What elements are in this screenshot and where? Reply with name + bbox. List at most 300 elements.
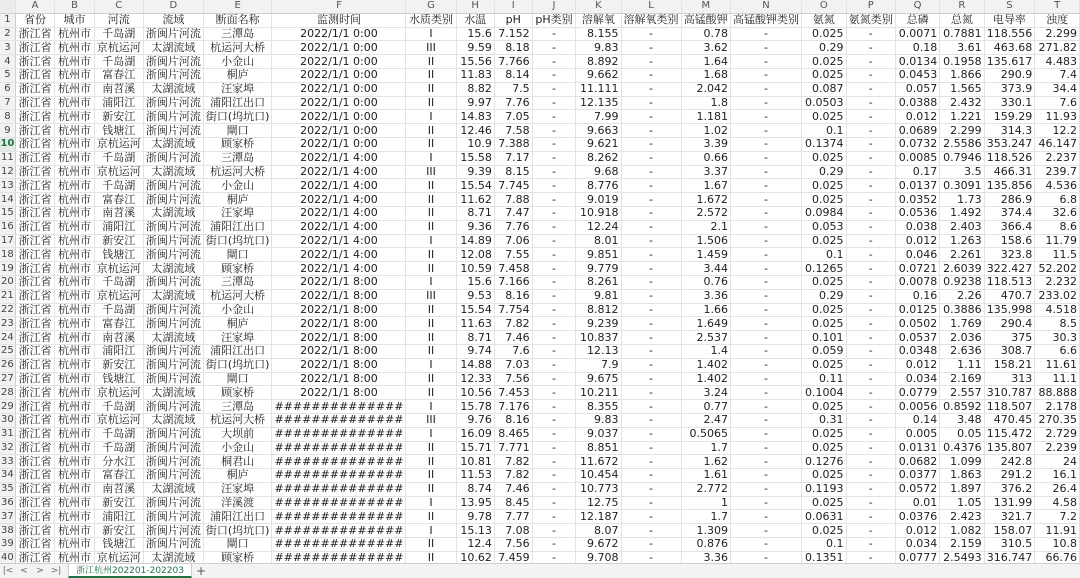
table-cell[interactable]: 1 xyxy=(681,496,730,510)
row-number[interactable]: 30 xyxy=(1,414,14,426)
table-cell[interactable]: - xyxy=(846,234,895,248)
table-cell[interactable]: 0.0721 xyxy=(895,262,939,276)
table-cell[interactable]: 7.152 xyxy=(494,27,532,41)
table-cell[interactable]: - xyxy=(532,455,576,469)
table-cell[interactable]: 0.76 xyxy=(681,275,730,289)
table-cell[interactable]: - xyxy=(532,27,576,41)
table-cell[interactable]: - xyxy=(846,496,895,510)
table-cell[interactable]: - xyxy=(621,137,681,151)
table-cell[interactable]: 2022/1/1 0:00 xyxy=(272,110,406,124)
table-cell[interactable]: 135.807 xyxy=(984,441,1035,455)
table-cell[interactable]: 0.0631 xyxy=(802,510,847,524)
table-cell[interactable]: 杭州市 xyxy=(55,427,94,441)
table-cell[interactable]: 0.034 xyxy=(895,538,939,552)
table-cell[interactable]: 8.74 xyxy=(456,482,494,496)
table-cell[interactable]: 浙闽片河流 xyxy=(143,441,203,455)
table-cell[interactable]: 9.019 xyxy=(576,193,621,207)
table-cell[interactable]: II xyxy=(406,193,456,207)
table-cell[interactable]: 15.56 xyxy=(456,55,494,69)
table-cell[interactable]: 1.649 xyxy=(681,317,730,331)
table-cell[interactable]: ############## xyxy=(272,482,406,496)
table-cell[interactable]: 千岛湖 xyxy=(94,441,143,455)
table-cell[interactable]: 浙闽片河流 xyxy=(143,372,203,386)
table-cell[interactable]: - xyxy=(532,303,576,317)
table-cell[interactable]: 浙闽片河流 xyxy=(143,275,203,289)
table-cell[interactable]: 0.0502 xyxy=(895,317,939,331)
table-cell[interactable]: 9.36 xyxy=(456,220,494,234)
table-cell[interactable]: - xyxy=(621,455,681,469)
table-cell[interactable]: 15.6 xyxy=(456,275,494,289)
table-cell[interactable]: - xyxy=(532,441,576,455)
table-cell[interactable]: 新安江 xyxy=(94,358,143,372)
table-cell[interactable]: 杭州市 xyxy=(55,551,94,563)
table-cell[interactable]: 12.24 xyxy=(576,220,621,234)
select-all-corner[interactable] xyxy=(0,0,15,13)
table-cell[interactable]: 0.1351 xyxy=(802,551,847,563)
table-cell[interactable]: 0.29 xyxy=(802,41,847,55)
column-letter-a[interactable]: A xyxy=(15,0,55,13)
table-cell[interactable]: 浙闽片河流 xyxy=(143,124,203,138)
table-cell[interactable]: - xyxy=(532,68,576,82)
table-cell[interactable]: - xyxy=(846,482,895,496)
table-cell[interactable]: 太湖流域 xyxy=(143,551,203,563)
table-cell[interactable]: 汪家埠 xyxy=(203,482,272,496)
table-cell[interactable]: - xyxy=(846,41,895,55)
table-cell[interactable]: 135.617 xyxy=(984,55,1035,69)
table-cell[interactable]: 0.0388 xyxy=(895,96,939,110)
table-cell[interactable]: 7.77 xyxy=(494,510,532,524)
table-cell[interactable]: 316.747 xyxy=(984,551,1035,563)
table-cell[interactable]: 2022/1/1 8:00 xyxy=(272,386,406,400)
table-cell[interactable]: 0.025 xyxy=(802,179,847,193)
table-cell[interactable]: 159.29 xyxy=(984,110,1035,124)
table-cell[interactable]: ############## xyxy=(272,455,406,469)
table-cell[interactable]: 0.012 xyxy=(895,524,939,538)
table-cell[interactable]: 6.8 xyxy=(1035,193,1080,207)
table-cell[interactable]: 0.9238 xyxy=(940,275,984,289)
table-cell[interactable]: 浙闽片河流 xyxy=(143,510,203,524)
table-cell[interactable]: 浦阳江 xyxy=(94,510,143,524)
table-cell[interactable]: 浙江省 xyxy=(15,413,55,427)
table-cell[interactable]: 2022/1/1 8:00 xyxy=(272,289,406,303)
row-number[interactable]: 5 xyxy=(0,68,15,82)
table-cell[interactable]: 2022/1/1 0:00 xyxy=(272,55,406,69)
column-letter-g[interactable]: G xyxy=(406,0,456,13)
table-cell[interactable]: 2022/1/1 4:00 xyxy=(272,193,406,207)
table-cell[interactable]: - xyxy=(621,331,681,345)
table-cell[interactable]: 466.31 xyxy=(984,165,1035,179)
table-cell[interactable]: 浙江省 xyxy=(15,469,55,483)
last-sheet-icon[interactable]: >| xyxy=(50,566,62,576)
table-cell[interactable]: 12.2 xyxy=(1035,124,1080,138)
table-cell[interactable]: 158.07 xyxy=(984,524,1035,538)
table-cell[interactable]: - xyxy=(621,551,681,563)
table-cell[interactable]: 杭州市 xyxy=(55,27,94,41)
table-cell[interactable]: 杭州市 xyxy=(55,510,94,524)
table-cell[interactable]: 242.8 xyxy=(984,455,1035,469)
table-cell[interactable]: 杭运河大桥 xyxy=(203,413,272,427)
column-header-cell[interactable]: pH xyxy=(494,13,532,27)
column-header-cell[interactable]: 河流 xyxy=(94,13,143,27)
table-cell[interactable]: 0.0125 xyxy=(895,303,939,317)
table-cell[interactable]: 顾家桥 xyxy=(203,262,272,276)
table-cell[interactable]: - xyxy=(621,538,681,552)
table-cell[interactable]: 浙闽片河流 xyxy=(143,317,203,331)
column-letter-i[interactable]: I xyxy=(494,0,532,13)
table-cell[interactable]: 34.4 xyxy=(1035,82,1080,96)
table-cell[interactable]: 118.507 xyxy=(984,400,1035,414)
row-number[interactable]: 13 xyxy=(1,179,14,191)
table-cell[interactable]: 11.5 xyxy=(1035,248,1080,262)
table-cell[interactable]: 15.54 xyxy=(456,303,494,317)
table-cell[interactable]: 0.025 xyxy=(802,27,847,41)
table-cell[interactable]: 271.82 xyxy=(1035,41,1080,55)
table-cell[interactable]: - xyxy=(731,151,802,165)
column-letter-f[interactable]: F xyxy=(272,0,406,13)
row-number[interactable]: 1 xyxy=(0,13,15,27)
table-cell[interactable]: 閘口 xyxy=(203,248,272,262)
table-cell[interactable]: 4.518 xyxy=(1035,303,1080,317)
table-cell[interactable]: - xyxy=(621,482,681,496)
table-cell[interactable]: - xyxy=(731,55,802,69)
table-cell[interactable]: 32.6 xyxy=(1035,206,1080,220)
table-cell[interactable]: 2.178 xyxy=(1035,400,1080,414)
table-cell[interactable]: 0.14 xyxy=(895,413,939,427)
table-cell[interactable]: 7.46 xyxy=(494,331,532,345)
table-cell[interactable]: 浙闽片河流 xyxy=(143,234,203,248)
table-cell[interactable]: 杭州市 xyxy=(55,165,94,179)
table-cell[interactable]: - xyxy=(731,96,802,110)
table-cell[interactable]: 9.851 xyxy=(576,248,621,262)
column-letter-m[interactable]: M xyxy=(681,0,730,13)
table-cell[interactable]: 2.299 xyxy=(1035,27,1080,41)
table-cell[interactable]: ############## xyxy=(272,400,406,414)
table-cell[interactable]: 233.02 xyxy=(1035,289,1080,303)
table-cell[interactable]: 11.111 xyxy=(576,82,621,96)
sheet-tab-active[interactable]: 浙江杭州202201-202203 xyxy=(68,564,192,578)
table-cell[interactable]: 1.61 xyxy=(681,469,730,483)
table-cell[interactable]: 三潭岛 xyxy=(203,151,272,165)
table-cell[interactable]: - xyxy=(846,344,895,358)
table-cell[interactable]: 0.0503 xyxy=(802,96,847,110)
table-cell[interactable]: - xyxy=(846,524,895,538)
table-cell[interactable]: 2022/1/1 4:00 xyxy=(272,206,406,220)
table-cell[interactable]: 30.3 xyxy=(1035,331,1080,345)
table-cell[interactable]: 浙江省 xyxy=(15,165,55,179)
table-cell[interactable]: 杭州市 xyxy=(55,372,94,386)
table-cell[interactable]: II xyxy=(406,124,456,138)
table-cell[interactable]: 2.729 xyxy=(1035,427,1080,441)
table-cell[interactable]: - xyxy=(731,386,802,400)
table-cell[interactable]: 浙江省 xyxy=(15,496,55,510)
table-cell[interactable]: - xyxy=(621,179,681,193)
table-cell[interactable]: 9.663 xyxy=(576,124,621,138)
table-cell[interactable]: 118.513 xyxy=(984,275,1035,289)
table-cell[interactable]: 0.0348 xyxy=(895,344,939,358)
column-letter-o[interactable]: O xyxy=(802,0,847,13)
table-cell[interactable]: 12.4 xyxy=(456,538,494,552)
table-cell[interactable]: 太湖流域 xyxy=(143,82,203,96)
column-header-cell[interactable]: 氨氮 xyxy=(802,13,847,27)
table-cell[interactable]: 2.169 xyxy=(940,372,984,386)
table-cell[interactable]: 158.6 xyxy=(984,234,1035,248)
table-cell[interactable]: 2.432 xyxy=(940,96,984,110)
table-cell[interactable]: 汪家埠 xyxy=(203,82,272,96)
table-cell[interactable]: - xyxy=(532,234,576,248)
table-cell[interactable]: 浙江省 xyxy=(15,68,55,82)
table-cell[interactable]: - xyxy=(621,124,681,138)
table-cell[interactable]: 7.5 xyxy=(494,82,532,96)
table-cell[interactable]: - xyxy=(621,165,681,179)
table-cell[interactable]: 杭州市 xyxy=(55,358,94,372)
table-cell[interactable]: 2022/1/1 4:00 xyxy=(272,179,406,193)
table-cell[interactable]: 京杭运河 xyxy=(94,289,143,303)
row-number[interactable]: 24 xyxy=(1,331,14,343)
table-cell[interactable]: 0.0689 xyxy=(895,124,939,138)
table-cell[interactable]: 0.053 xyxy=(802,220,847,234)
table-cell[interactable]: 0.1374 xyxy=(802,137,847,151)
row-number[interactable]: 23 xyxy=(1,317,14,329)
table-cell[interactable]: 浙江省 xyxy=(15,303,55,317)
table-cell[interactable]: 12.135 xyxy=(576,96,621,110)
table-cell[interactable]: 1.11 xyxy=(940,358,984,372)
table-cell[interactable]: 太湖流域 xyxy=(143,165,203,179)
table-cell[interactable]: 0.1276 xyxy=(802,455,847,469)
add-sheet-icon[interactable]: + xyxy=(195,564,206,578)
table-cell[interactable]: 浙江省 xyxy=(15,441,55,455)
table-cell[interactable]: 66.76 xyxy=(1035,551,1080,563)
table-cell[interactable]: 8.892 xyxy=(576,55,621,69)
table-cell[interactable]: 千岛湖 xyxy=(94,275,143,289)
table-cell[interactable]: II xyxy=(406,206,456,220)
table-cell[interactable]: 浙江省 xyxy=(15,427,55,441)
table-cell[interactable]: - xyxy=(532,413,576,427)
table-cell[interactable]: 2.403 xyxy=(940,220,984,234)
table-cell[interactable]: 321.7 xyxy=(984,510,1035,524)
table-cell[interactable]: - xyxy=(621,400,681,414)
table-cell[interactable]: 浙闽片河流 xyxy=(143,248,203,262)
table-cell[interactable]: - xyxy=(532,55,576,69)
table-cell[interactable]: 杭州市 xyxy=(55,110,94,124)
table-cell[interactable]: ############## xyxy=(272,524,406,538)
table-cell[interactable]: 太湖流域 xyxy=(143,386,203,400)
table-cell[interactable]: 2.237 xyxy=(1035,151,1080,165)
table-cell[interactable]: 钱塘江 xyxy=(94,248,143,262)
table-cell[interactable]: 15.6 xyxy=(456,27,494,41)
table-cell[interactable]: 1.73 xyxy=(940,193,984,207)
row-number[interactable]: 8 xyxy=(0,110,15,124)
table-cell[interactable]: - xyxy=(532,482,576,496)
table-cell[interactable]: 0.038 xyxy=(895,220,939,234)
table-cell[interactable]: 330.1 xyxy=(984,96,1035,110)
table-cell[interactable]: - xyxy=(621,275,681,289)
table-cell[interactable]: 3.61 xyxy=(940,41,984,55)
table-cell[interactable]: 131.99 xyxy=(984,496,1035,510)
table-cell[interactable]: 7.06 xyxy=(494,234,532,248)
row-number[interactable]: 6 xyxy=(0,82,15,96)
table-cell[interactable]: II xyxy=(406,220,456,234)
table-cell[interactable]: 10.8 xyxy=(1035,538,1080,552)
table-cell[interactable]: 浙江省 xyxy=(15,386,55,400)
table-cell[interactable]: 0.31 xyxy=(802,413,847,427)
table-cell[interactable]: 0.0377 xyxy=(895,469,939,483)
table-cell[interactable]: - xyxy=(731,303,802,317)
table-cell[interactable]: - xyxy=(532,41,576,55)
table-cell[interactable]: - xyxy=(846,510,895,524)
table-cell[interactable]: 小金山 xyxy=(203,441,272,455)
table-cell[interactable]: II xyxy=(406,262,456,276)
table-cell[interactable]: 街口(坞坑口) xyxy=(203,358,272,372)
table-cell[interactable]: 杭州市 xyxy=(55,289,94,303)
table-cell[interactable]: - xyxy=(532,179,576,193)
table-cell[interactable]: 浙江省 xyxy=(15,331,55,345)
column-letter-p[interactable]: P xyxy=(846,0,895,13)
table-cell[interactable]: 2022/1/1 0:00 xyxy=(272,96,406,110)
table-cell[interactable]: 0.4376 xyxy=(940,441,984,455)
table-cell[interactable]: 2022/1/1 8:00 xyxy=(272,303,406,317)
table-cell[interactable]: 0.025 xyxy=(802,317,847,331)
table-cell[interactable]: 杭州市 xyxy=(55,317,94,331)
column-letter-n[interactable]: N xyxy=(731,0,802,13)
table-cell[interactable]: 2.042 xyxy=(681,82,730,96)
table-cell[interactable]: - xyxy=(532,165,576,179)
table-cell[interactable]: 8.18 xyxy=(494,41,532,55)
table-cell[interactable]: II xyxy=(406,538,456,552)
table-cell[interactable]: 12.75 xyxy=(576,496,621,510)
table-cell[interactable]: 2.772 xyxy=(681,482,730,496)
table-cell[interactable]: 浙江省 xyxy=(15,82,55,96)
table-cell[interactable]: - xyxy=(846,441,895,455)
table-cell[interactable]: 浙闽片河流 xyxy=(143,193,203,207)
row-number[interactable]: 31 xyxy=(1,428,14,440)
table-cell[interactable]: 杭州市 xyxy=(55,41,94,55)
table-cell[interactable]: 0.0732 xyxy=(895,137,939,151)
table-cell[interactable]: 0.025 xyxy=(802,303,847,317)
table-cell[interactable]: 0.0352 xyxy=(895,193,939,207)
table-cell[interactable]: 杭州市 xyxy=(55,55,94,69)
table-cell[interactable]: 0.7946 xyxy=(940,151,984,165)
table-cell[interactable]: 11.672 xyxy=(576,455,621,469)
table-cell[interactable]: 京杭运河 xyxy=(94,137,143,151)
table-cell[interactable]: 2022/1/1 8:00 xyxy=(272,275,406,289)
table-cell[interactable]: - xyxy=(532,331,576,345)
table-cell[interactable]: II xyxy=(406,372,456,386)
row-number[interactable]: 12 xyxy=(1,165,14,177)
table-cell[interactable]: 0.29 xyxy=(802,165,847,179)
table-cell[interactable]: - xyxy=(532,110,576,124)
table-cell[interactable]: 0.77 xyxy=(681,400,730,414)
table-cell[interactable]: 太湖流域 xyxy=(143,137,203,151)
table-cell[interactable]: 270.35 xyxy=(1035,413,1080,427)
table-cell[interactable]: 2.232 xyxy=(1035,275,1080,289)
table-cell[interactable]: ############## xyxy=(272,469,406,483)
table-cell[interactable]: 分水江 xyxy=(94,455,143,469)
table-cell[interactable]: 0.11 xyxy=(802,372,847,386)
table-cell[interactable]: 钱塘江 xyxy=(94,372,143,386)
column-letter-q[interactable]: Q xyxy=(895,0,939,13)
table-cell[interactable]: - xyxy=(846,193,895,207)
table-cell[interactable]: 115.472 xyxy=(984,427,1035,441)
table-cell[interactable]: 0.0134 xyxy=(895,55,939,69)
table-cell[interactable]: I xyxy=(406,427,456,441)
table-cell[interactable]: 浙江省 xyxy=(15,551,55,563)
table-cell[interactable]: 浙江省 xyxy=(15,400,55,414)
table-cell[interactable]: - xyxy=(731,262,802,276)
table-cell[interactable]: 8.6 xyxy=(1035,220,1080,234)
row-number[interactable]: 11 xyxy=(1,152,14,164)
table-cell[interactable]: 7.458 xyxy=(494,262,532,276)
table-cell[interactable]: II xyxy=(406,455,456,469)
table-cell[interactable]: I xyxy=(406,496,456,510)
table-cell[interactable]: II xyxy=(406,137,456,151)
table-cell[interactable]: 11.1 xyxy=(1035,372,1080,386)
table-cell[interactable]: 富春江 xyxy=(94,469,143,483)
table-cell[interactable]: 2022/1/1 0:00 xyxy=(272,124,406,138)
row-number[interactable]: 39 xyxy=(1,538,14,550)
table-cell[interactable]: - xyxy=(846,427,895,441)
table-cell[interactable]: 46.147 xyxy=(1035,137,1080,151)
table-cell[interactable]: 0.025 xyxy=(802,400,847,414)
table-cell[interactable]: 浙江省 xyxy=(15,455,55,469)
table-cell[interactable]: 2022/1/1 8:00 xyxy=(272,372,406,386)
table-cell[interactable]: 8.82 xyxy=(456,82,494,96)
column-letter-r[interactable]: R xyxy=(940,0,984,13)
table-cell[interactable]: 10.454 xyxy=(576,469,621,483)
table-cell[interactable]: 9.74 xyxy=(456,344,494,358)
table-cell[interactable]: 浙闽片河流 xyxy=(143,55,203,69)
table-cell[interactable]: 0.025 xyxy=(802,110,847,124)
table-cell[interactable]: 0.0453 xyxy=(895,68,939,82)
table-cell[interactable]: 浙江省 xyxy=(15,55,55,69)
table-cell[interactable]: - xyxy=(621,110,681,124)
table-cell[interactable]: 13.95 xyxy=(456,496,494,510)
table-cell[interactable]: 1.64 xyxy=(681,55,730,69)
table-cell[interactable]: 0.3886 xyxy=(940,303,984,317)
table-cell[interactable]: - xyxy=(846,317,895,331)
table-cell[interactable]: - xyxy=(731,137,802,151)
table-cell[interactable]: - xyxy=(621,68,681,82)
table-cell[interactable]: 366.4 xyxy=(984,220,1035,234)
table-cell[interactable]: 0.78 xyxy=(681,27,730,41)
table-cell[interactable]: 374.4 xyxy=(984,206,1035,220)
table-cell[interactable]: 浙江省 xyxy=(15,524,55,538)
next-sheet-icon[interactable]: > xyxy=(36,566,44,576)
table-cell[interactable]: 9.39 xyxy=(456,165,494,179)
table-cell[interactable]: 11.61 xyxy=(1035,358,1080,372)
table-cell[interactable]: 浙闽片河流 xyxy=(143,96,203,110)
table-cell[interactable]: 0.025 xyxy=(802,427,847,441)
table-cell[interactable]: 2.423 xyxy=(940,510,984,524)
table-cell[interactable]: 308.7 xyxy=(984,344,1035,358)
table-cell[interactable]: 1.221 xyxy=(940,110,984,124)
row-number[interactable]: 7 xyxy=(0,96,15,110)
table-cell[interactable]: - xyxy=(846,27,895,41)
table-cell[interactable]: ############## xyxy=(272,427,406,441)
table-cell[interactable]: 1.7 xyxy=(681,510,730,524)
table-cell[interactable]: 7.55 xyxy=(494,248,532,262)
table-cell[interactable]: - xyxy=(532,193,576,207)
table-cell[interactable]: 0.66 xyxy=(681,151,730,165)
table-cell[interactable]: 杭州市 xyxy=(55,496,94,510)
row-number[interactable]: 21 xyxy=(1,290,14,302)
table-cell[interactable]: 8.261 xyxy=(576,275,621,289)
table-cell[interactable]: 富春江 xyxy=(94,317,143,331)
table-cell[interactable]: - xyxy=(846,137,895,151)
row-number[interactable]: 22 xyxy=(1,303,14,315)
table-cell[interactable]: 11.83 xyxy=(456,68,494,82)
table-cell[interactable]: - xyxy=(532,386,576,400)
table-cell[interactable]: 街口(坞坑口) xyxy=(203,234,272,248)
